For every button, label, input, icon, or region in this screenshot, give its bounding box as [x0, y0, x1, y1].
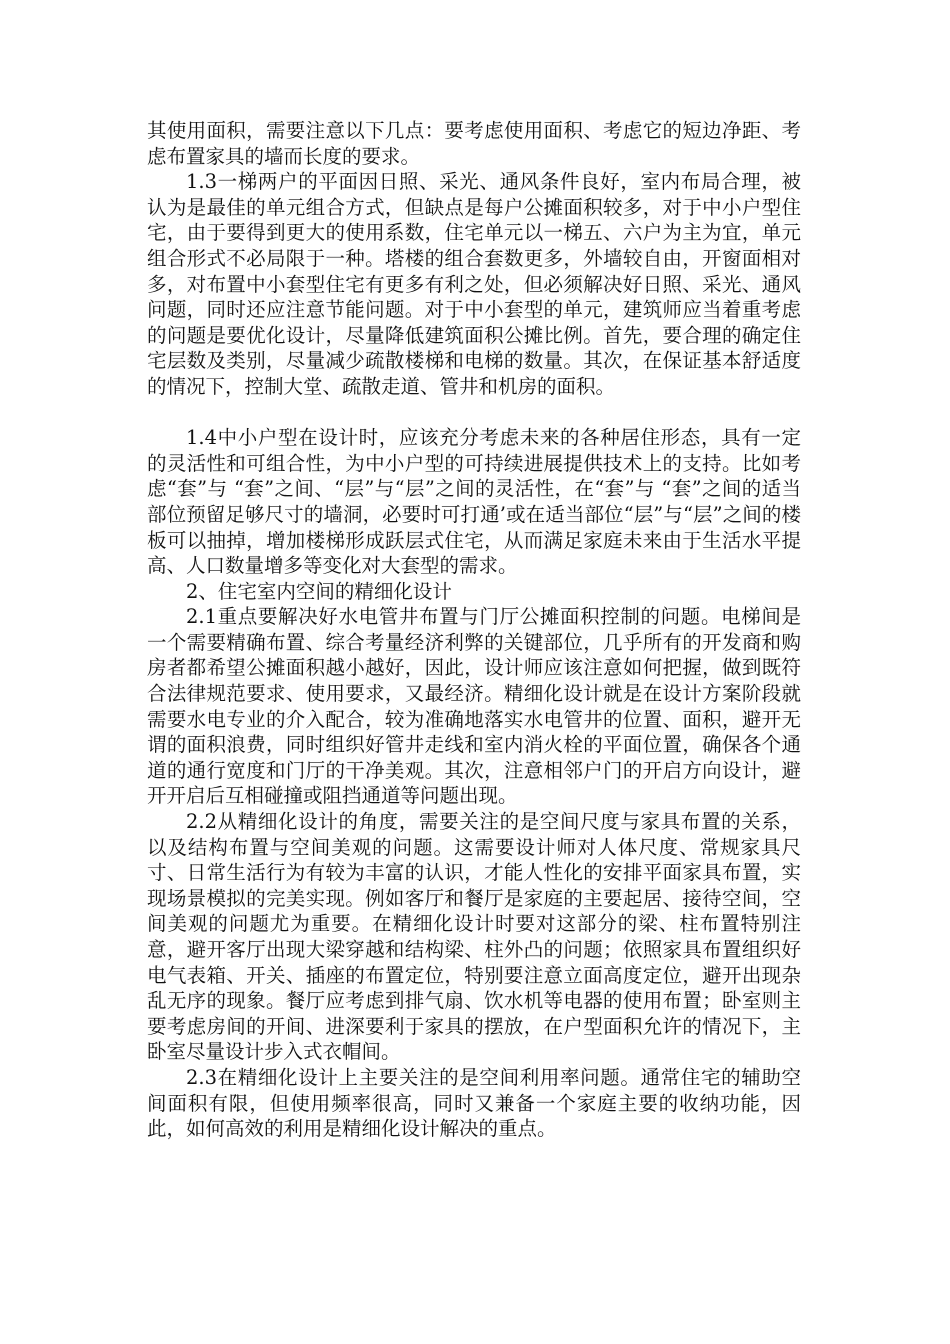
paragraph-usage-area: 其使用面积，需要注意以下几点：要考虑使用面积、考虑它的短边净距、考虑布置家具的墙而长度的要求。: [147, 119, 801, 168]
section-heading-2: 2、住宅室内空间的精细化设计: [186, 579, 452, 603]
paragraph-2-1-shafts-lobby: 2.1重点要解决好水电管井布置与门厅公摊面积控制的问题。电梯间是一个需要精确布置、综合考量经济利弊的关键部位，几乎所有的开发商和购房者都希望公摊面积越小越好，因此，设计师应该注意如何把握，做到既符合法律规范要求、使用要求，又最经济。精细化设计就是在设计方案阶段就需要水电专业的介入配合，较为准确地落实水电管井的位置、面积，避开无谓的面积浪费，同时组织好管井走线和室内消火栓的平面位置，确保各个通道的通行宽度和门厅的干净美观。其次，注意相邻户门的开启方向设计，避开开启后互相碰撞或阻挡通道等问题出现。: [147, 605, 801, 808]
paragraph-1-3-unit-layout: 1.3一梯两户的平面因日照、采光、通风条件良好，室内布局合理，被认为是最佳的单元组合方式，但缺点是每户公摊面积较多，对于中小户型住宅，由于要得到更大的使用系数，住宅单元以一梯五、六户为主为宜，单元组合形式不必局限于一种。塔楼的组合套数更多，外墙较自由，开窗面相对多，对布置中小套型住宅有更多有利之处，但必须解决好日照、采光、通风问题，同时还应注意节能问题。对于中小套型的单元，建筑师应当着重考虑的问题是要优化设计，尽量降低建筑面积公摊比例。首先，要合理的确定住宅层数及类别，尽量减少疏散楼梯和电梯的数量。其次，在保证基本舒适度的情况下，控制大堂、疏散走道、管井和机房的面积。: [147, 170, 801, 398]
paragraph-1-4-flexibility: 1.4中小户型在设计时，应该充分考虑未来的各种居住形态，具有一定的灵活性和可组合性，为中小户型的可持续进展提供技术上的支持。比如考虑“套”与 “套”之间、“层”与“层”之间的灵活性，在“套”与 “套”之间的适当部位预留足够尺寸的墙洞，必要时可打通’或在适当部位“层”与“层”之间的楼板可以抽掉，增加楼梯形成跃层式住宅，从而满足家庭未来由于生活水平提高、人口数量增多等变化对大套型的需求。: [147, 426, 801, 578]
document-body: [147, 118, 801, 1142]
paragraph-2-2-space-furniture: 2.2从精细化设计的角度，需要关注的是空间尺度与家具布置的关系，以及结构布置与空间美观的问题。这需要设计师对人体尺度、常规家具尺寸、日常生活行为有较为丰富的认识，才能人性化的安排平面家具布置，实现场景模拟的完美实现。例如客厅和餐厅是家庭的主要起居、接待空间，空间美观的问题尤为重要。在精细化设计时要对这部分的梁、柱布置特别注意，避开客厅出现大梁穿越和结构梁、柱外凸的问题；依照家具布置组织好电气表箱、开关、插座的布置定位，特别要注意立面高度定位，避开出现杂乱无序的现象。餐厅应考虑到排气扇、饮水机等电器的使用布置；卧室则主要考虑房间的开间、进深要利于家具的摆放，在户型面积允许的情况下，主卧室尽量设计步入式衣帽间。: [147, 810, 801, 1064]
paragraph-2-3-space-utilization: 2.3在精细化设计上主要关注的是空间利用率问题。通常住宅的辅助空间面积有限，但使用频率很高，同时又兼备一个家庭主要的收纳功能，因此，如何高效的利用是精细化设计解决的重点。: [147, 1065, 801, 1141]
